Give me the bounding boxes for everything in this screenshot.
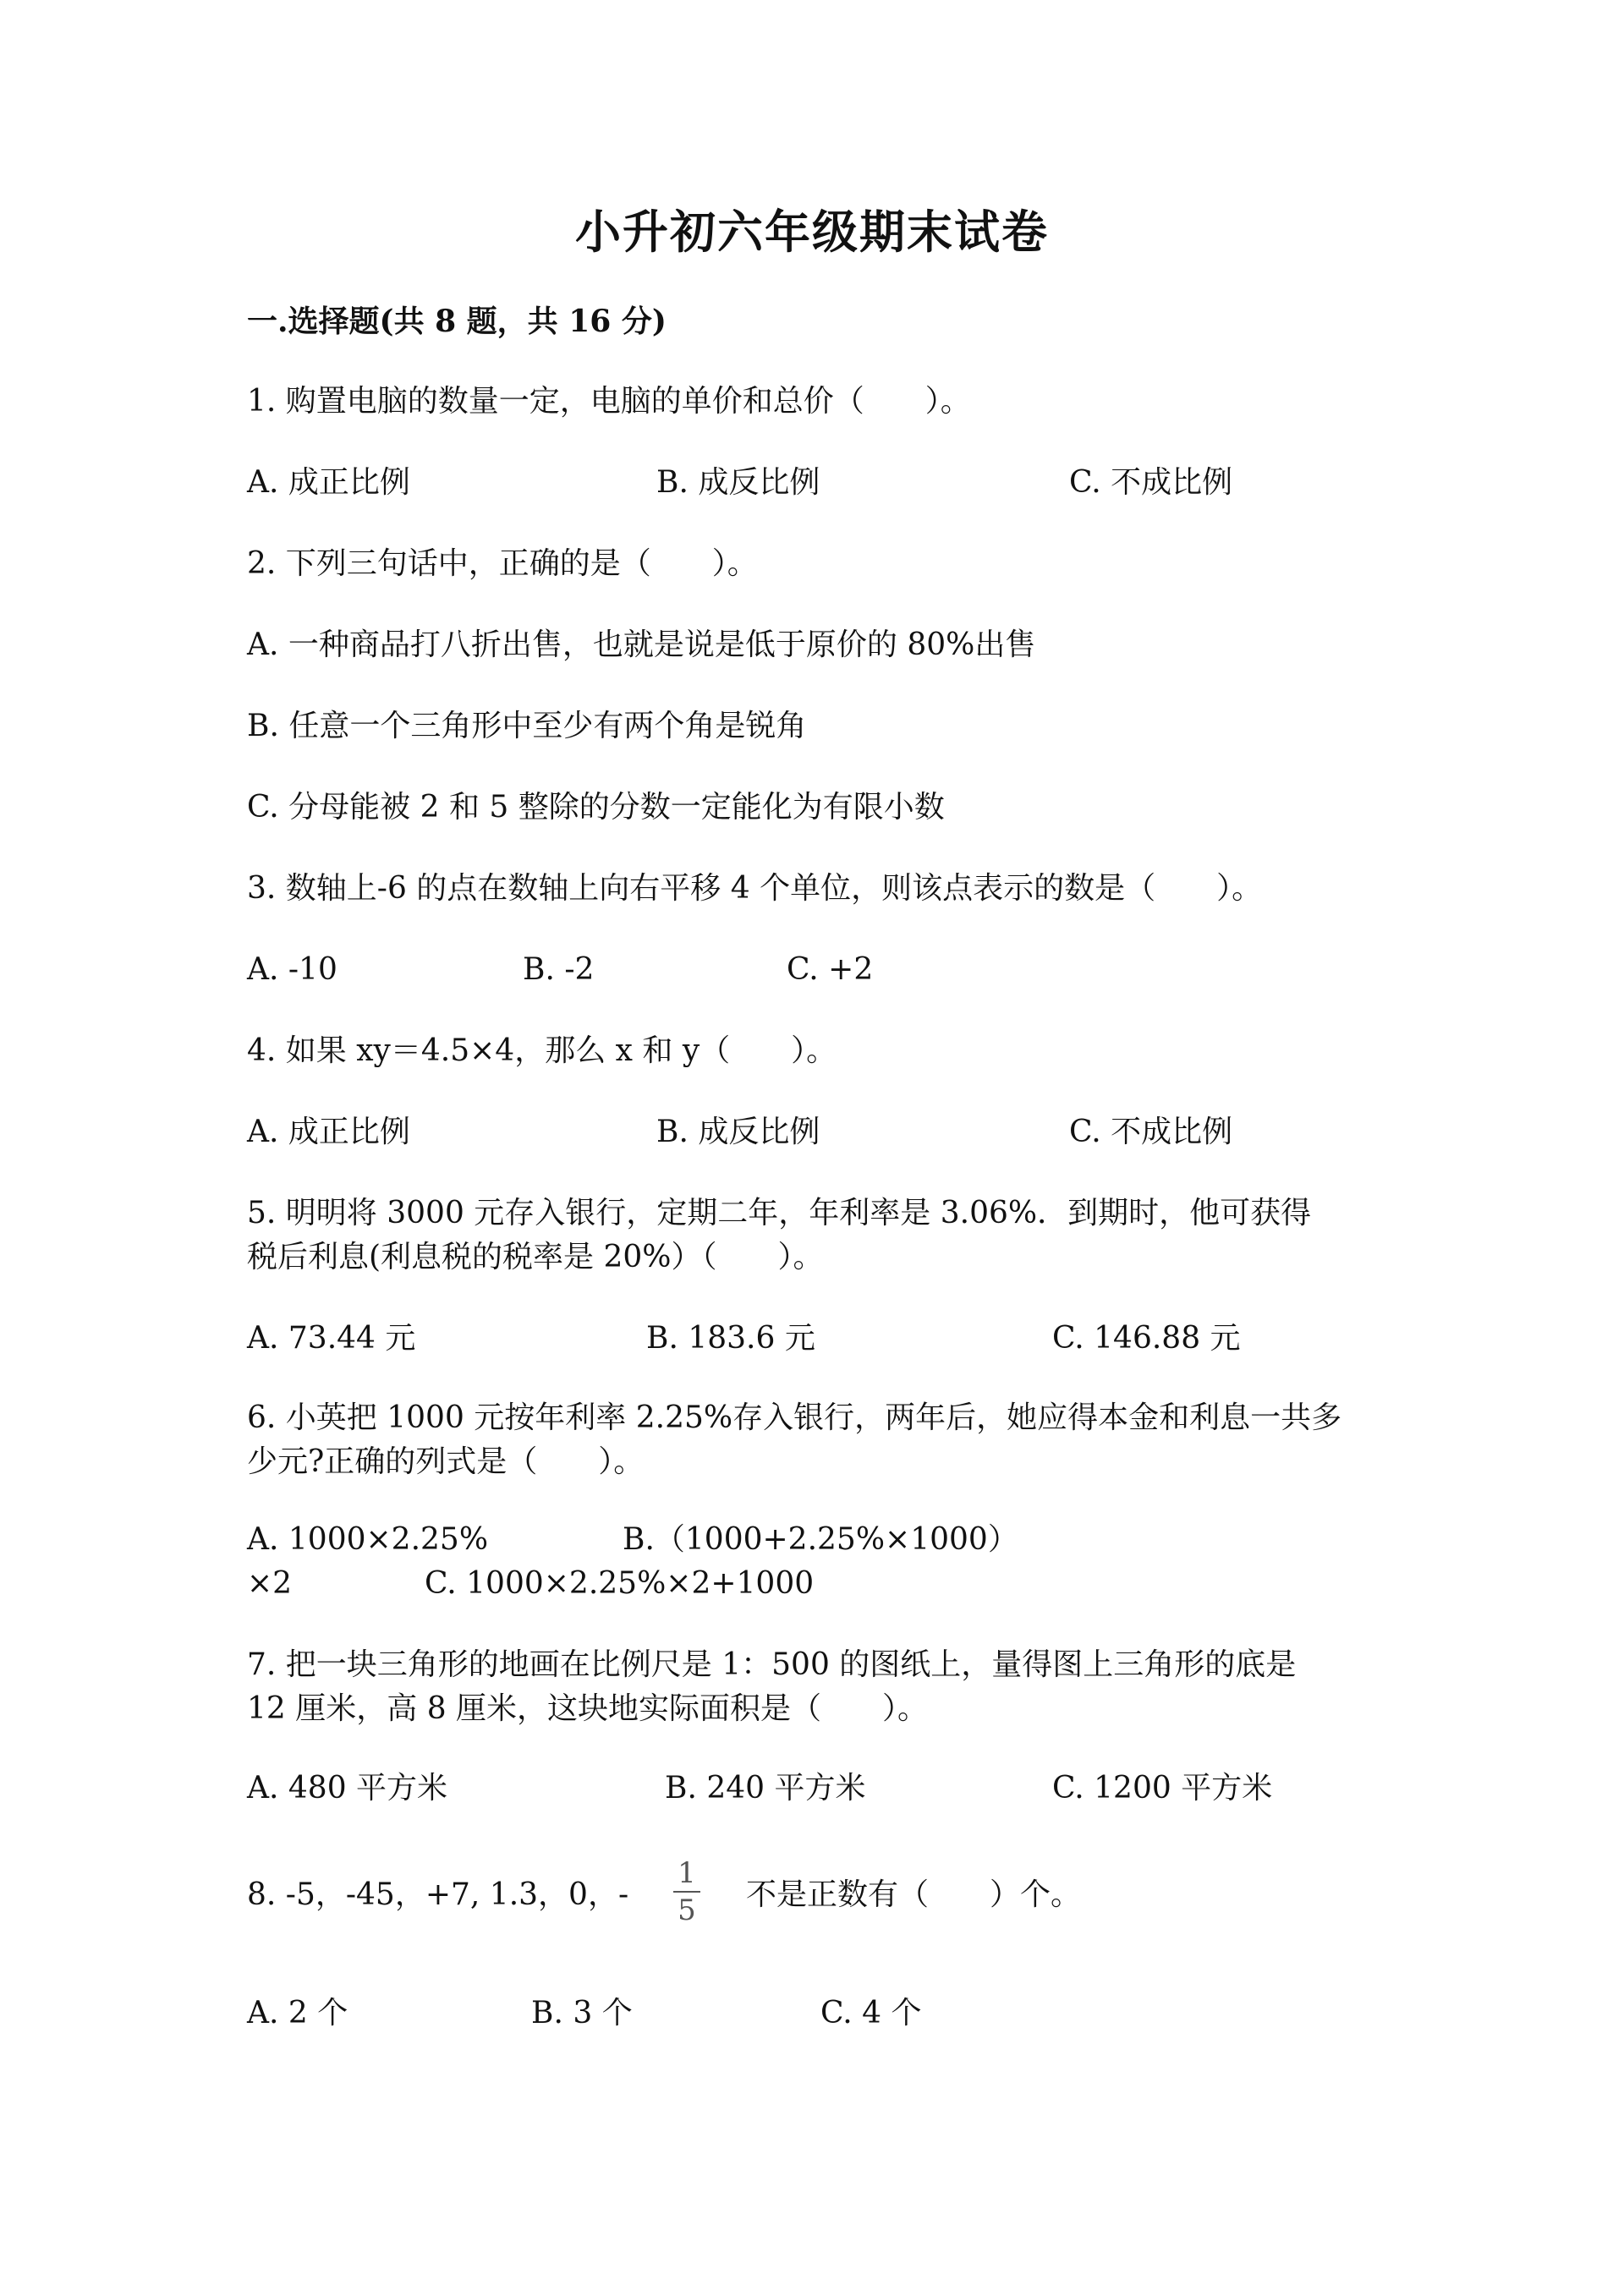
q4-option-b: B. 成反比例	[656, 1115, 820, 1149]
question-8: 8. -5，-45，+7, 1.3，0，-	[247, 1877, 629, 1912]
q1-option-c: C. 不成比例	[1069, 465, 1233, 500]
question-2: 2. 下列三句话中，正确的是（ ）。	[247, 546, 758, 581]
q2-option-b: B. 任意一个三角形中至少有两个角是锐角	[247, 709, 807, 743]
q8-option-a: A. 2 个	[247, 1996, 348, 2030]
question-1: 1. 购置电脑的数量一定，电脑的单价和总价（ ）。	[247, 384, 971, 419]
q8-option-c: C. 4 个	[820, 1996, 922, 2030]
q7-option-c: C. 1200 平方米	[1052, 1771, 1273, 1806]
question-6-line-1: 6. 小英把 1000 元按年利率 2.25%存入银行，两年后，她应得本金和利息一共多	[247, 1400, 1342, 1435]
fraction-numerator: 1	[678, 1856, 696, 1890]
page-title: 小升初六年级期末试卷	[575, 205, 1049, 259]
question-7-line-1: 7. 把一块三角形的地画在比例尺是 1：500 的图纸上，量得图上三角形的底是	[247, 1647, 1297, 1682]
q6-option-b-continued: ×2	[247, 1566, 293, 1601]
q6-option-c: C. 1000×2.25%×2+1000	[425, 1566, 815, 1601]
q1-option-a: A. 成正比例	[247, 465, 410, 500]
question-6-line-2: 少元?正确的列式是（ ）。	[247, 1444, 645, 1479]
q7-option-b: B. 240 平方米	[665, 1771, 866, 1806]
q7-option-a: A. 480 平方米	[247, 1771, 448, 1806]
question-5-line-1: 5. 明明将 3000 元存入银行，定期二年，年利率是 3.06%．到期时，他可获得	[247, 1196, 1312, 1230]
q5-option-b: B. 183.6 元	[646, 1321, 815, 1356]
question-8-tail: 不是正数有（ ）个。	[746, 1877, 1082, 1912]
question-3: 3. 数轴上-6 的点在数轴上向右平移 4 个单位，则该点表示的数是（ ）。	[247, 871, 1263, 906]
q6-option-b: B.（1000+2.25%×1000）	[623, 1522, 1018, 1557]
q3-option-c: C. +2	[787, 952, 874, 987]
q3-option-b: B. -2	[523, 952, 595, 987]
q4-option-a: A. 成正比例	[247, 1115, 410, 1149]
q5-option-a: A. 73.44 元	[247, 1321, 416, 1356]
q6-option-a: A. 1000×2.25%	[247, 1522, 489, 1557]
question-5-line-2: 税后利息(利息税的税率是 20%）（ ）。	[247, 1240, 824, 1274]
q8-option-b: B. 3 个	[531, 1996, 633, 2030]
fraction-one-fifth	[670, 1857, 704, 1926]
q5-option-c: C. 146.88 元	[1052, 1321, 1241, 1356]
q2-option-a: A. 一种商品打八折出售，也就是说是低于原价的 80%出售	[247, 627, 1036, 662]
question-7-line-2: 12 厘米，高 8 厘米，这块地实际面积是（ ）。	[247, 1691, 929, 1726]
fraction-denominator: 5	[678, 1893, 696, 1927]
q2-option-c: C. 分母能被 2 和 5 整除的分数一定能化为有限小数	[247, 790, 945, 825]
q3-option-a: A. -10	[247, 952, 337, 987]
q4-option-c: C. 不成比例	[1069, 1115, 1233, 1149]
fraction-bar	[673, 1891, 700, 1893]
section-heading: 一.选择题(共 8 题，共 16 分)	[247, 304, 667, 339]
q1-option-b: B. 成反比例	[656, 465, 820, 500]
question-4: 4. 如果 xy＝4.5×4，那么 x 和 y（ ）。	[247, 1033, 837, 1068]
